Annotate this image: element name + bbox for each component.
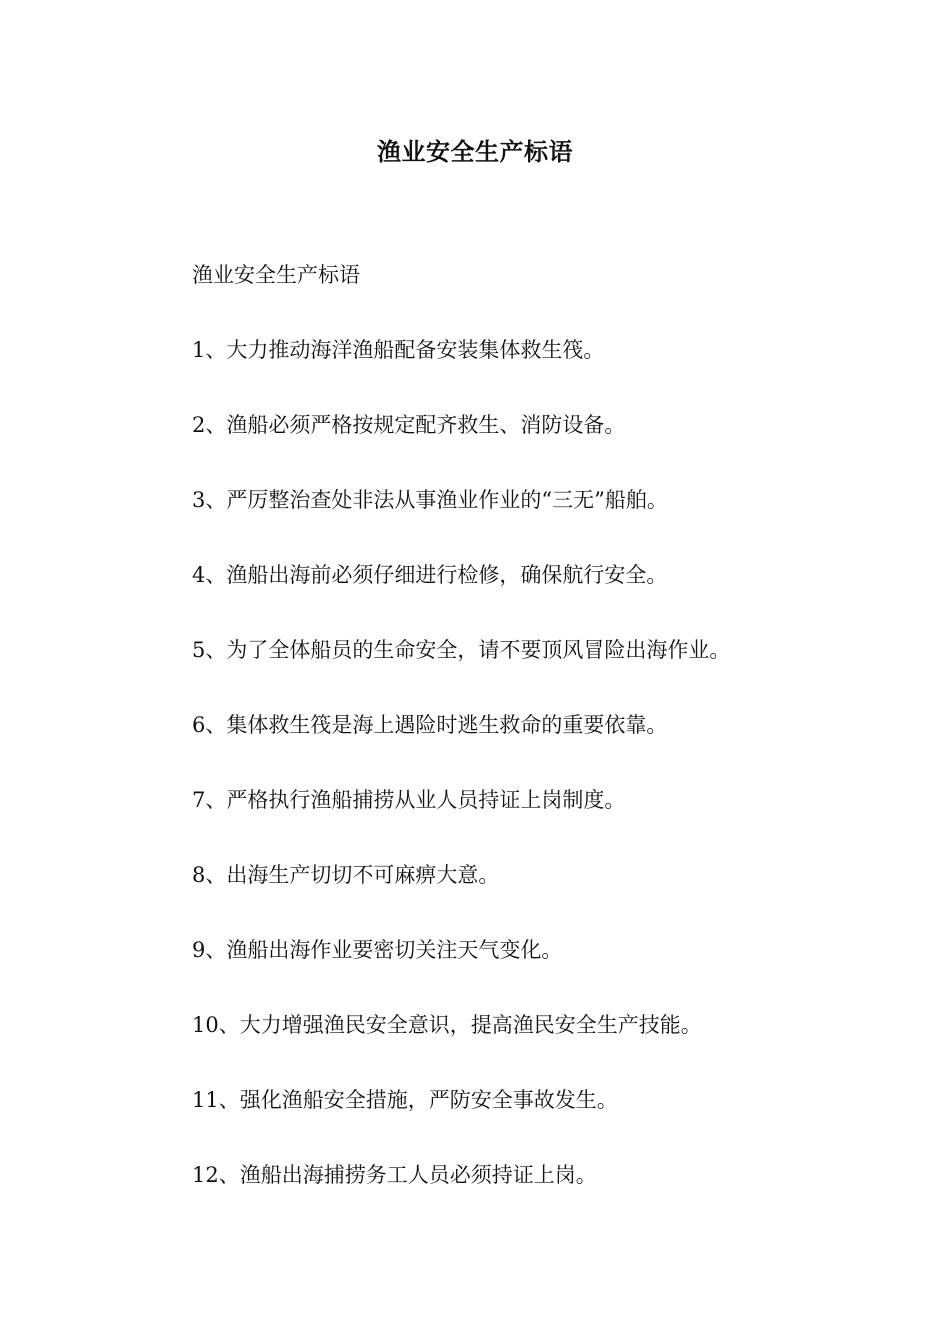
slogan-item: 12、渔船出海捕捞务工人员必须持证上岗。 bbox=[192, 1163, 597, 1187]
slogan-item: 8、出海生产切切不可麻痹大意。 bbox=[192, 863, 500, 887]
slogan-item: 4、渔船出海前必须仔细进行检修，确保航行安全。 bbox=[192, 563, 668, 587]
slogan-item: 2、渔船必须严格按规定配齐救生、消防设备。 bbox=[192, 413, 626, 437]
slogan-item: 7、严格执行渔船捕捞从业人员持证上岗制度。 bbox=[192, 788, 626, 812]
slogan-item: 5、为了全体船员的生命安全，请不要顶风冒险出海作业。 bbox=[192, 638, 731, 662]
slogan-item: 11、强化渔船安全措施，严防安全事故发生。 bbox=[192, 1088, 618, 1112]
slogan-item: 3、严厉整治查处非法从事渔业作业的“三无”船舶。 bbox=[192, 488, 668, 512]
slogan-item: 9、渔船出海作业要密切关注天气变化。 bbox=[192, 938, 563, 962]
slogan-item: 1、大力推动海洋渔船配备安装集体救生筏。 bbox=[192, 338, 605, 362]
slogan-item: 10、大力增强渔民安全意识，提高渔民安全生产技能。 bbox=[192, 1013, 702, 1037]
slogan-item: 6、集体救生筏是海上遇险时逃生救命的重要依靠。 bbox=[192, 713, 668, 737]
document-body bbox=[192, 256, 892, 1231]
document-subtitle: 渔业安全生产标语 bbox=[192, 263, 360, 287]
document-title: 渔业安全生产标语 bbox=[377, 137, 573, 166]
slogan-list bbox=[192, 331, 892, 1194]
